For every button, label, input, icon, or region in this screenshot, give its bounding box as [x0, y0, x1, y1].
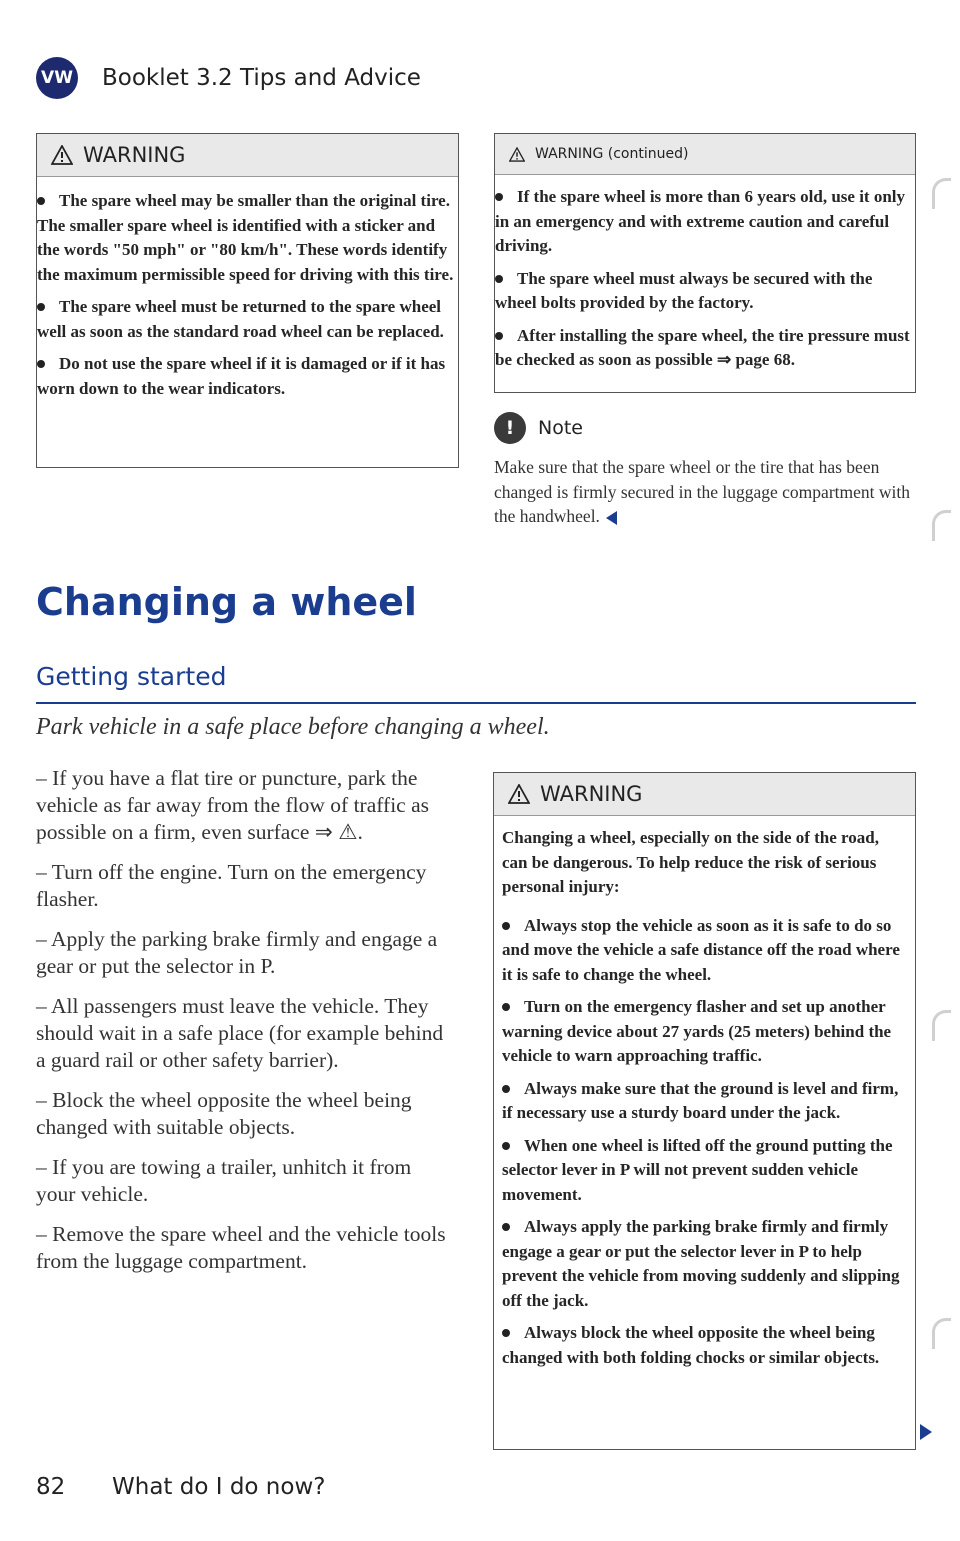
- bullet-icon: [495, 193, 503, 201]
- warning-item: Always make sure that the ground is level and firm, if necessary use a sturdy board under the jack.: [502, 1078, 899, 1122]
- warning-icon: [51, 145, 73, 165]
- warning-item: Always apply the parking brake firmly and firmly engage a gear or put the selector lever in P to help prevent the vehicle from moving suddenly and slipping off the jack.: [502, 1217, 900, 1310]
- note-text: Make sure that the spare wheel or the tire that has been changed is firmly secured in the luggage compartment with the handwheel.: [494, 457, 910, 526]
- bullet-icon: [502, 1223, 510, 1231]
- warning-item: The spare wheel must always be secured with the wheel bolts provided by the factory.: [495, 268, 873, 312]
- bullet-icon: [502, 1085, 510, 1093]
- bullet-icon: [495, 275, 503, 283]
- continued-arrow-icon: [920, 1424, 932, 1440]
- warning-list: [502, 914, 901, 1371]
- bullet-icon: [502, 922, 510, 930]
- step-item: – If you have a flat tire or puncture, park the vehicle as far away from the flow of traffic as possible on a firm, even surface ⇒ ⚠.: [36, 766, 429, 844]
- warning-item: Always block the wheel opposite the wheel being changed with both folding chocks or similar objects.: [502, 1323, 880, 1367]
- note-title: Note: [538, 417, 583, 439]
- warning-box-right: [493, 772, 916, 1450]
- margin-mark-icon: [932, 178, 951, 209]
- step-item: – Remove the spare wheel and the vehicle tools from the luggage compartment.: [36, 1222, 446, 1273]
- bullet-icon: [495, 332, 503, 340]
- warning-icon: [508, 784, 530, 804]
- step-item: – If you are towing a trailer, unhitch it from your vehicle.: [36, 1155, 412, 1206]
- warning-item: When one wheel is lifted off the ground putting the selector lever in P will not prevent sudden vehicle movement.: [502, 1135, 893, 1204]
- bullet-icon: [502, 1329, 510, 1337]
- warning-box-left: [36, 133, 459, 468]
- warning-item: If the spare wheel is more than 6 years old, use it only in an emergency and with extreme caution and careful driving.: [495, 187, 906, 255]
- warning-item: Do not use the spare wheel if it is damaged or if it has worn down to the wear indicators.: [37, 354, 446, 398]
- warning-header: [37, 134, 458, 177]
- subsection-divider: [36, 702, 916, 704]
- bullet-icon: [502, 1003, 510, 1011]
- warning-body: [494, 816, 915, 1380]
- bullet-icon: [37, 303, 45, 311]
- warning-item: The spare wheel must be returned to the spare wheel well as soon as the standard road wheel can be replaced.: [37, 297, 444, 341]
- warning-item: After installing the spare wheel, the tire pressure must be checked as soon as possible ⇒ page 68.: [495, 325, 910, 369]
- warning-intro: Changing a wheel, especially on the side of the road, can be dangerous. To help reduce the risk of serious personal injury:: [502, 828, 880, 896]
- warning-title: WARNING: [540, 782, 643, 806]
- warning-header: [494, 773, 915, 816]
- margin-mark-icon: [932, 1010, 951, 1041]
- step-item: – Apply the parking brake firmly and engage a gear or put the selector in P.: [36, 927, 438, 978]
- bullet-icon: [502, 1142, 510, 1150]
- margin-mark-icon: [932, 1318, 951, 1349]
- warning-box-continued: [494, 133, 916, 393]
- step-item: – Turn off the engine. Turn on the emergency flasher.: [36, 860, 427, 911]
- page-header: [36, 56, 421, 100]
- note-info-icon: !: [494, 412, 526, 444]
- step-item: – All passengers must leave the vehicle. They should wait in a safe place (for example behind a guard rail or other safety barrier).: [36, 994, 444, 1072]
- subsection-title: Getting started: [36, 662, 227, 691]
- warning-continued-list: [495, 175, 915, 373]
- footer-section-label: What do I do now?: [112, 1474, 326, 1500]
- steps-list: [36, 765, 456, 1288]
- warning-title: WARNING: [83, 143, 186, 167]
- page-number: 82: [36, 1474, 66, 1500]
- vw-logo: VW: [36, 57, 78, 99]
- booklet-title: Booklet 3.2 Tips and Advice: [102, 65, 421, 91]
- section-end-icon: [606, 511, 617, 525]
- warning-continued-header: [495, 134, 915, 175]
- warning-item: The spare wheel may be smaller than the original tire. The smaller spare wheel is identified with a sticker and the words "50 mph" or "80 km/h". These words identify the maximum permissible speed for driving with this tire.: [37, 191, 454, 284]
- margin-mark-icon: [932, 510, 951, 541]
- bullet-icon: [37, 360, 45, 368]
- section-title: Changing a wheel: [36, 580, 417, 624]
- warning-item: Always stop the vehicle as soon as it is safe to do so and move the vehicle a safe distance off the road where it is safe to change the wheel.: [502, 915, 900, 984]
- warning-item: Turn on the emergency flasher and set up another warning device about 27 yards (25 meters) behind the vehicle to warn approaching traffic.: [502, 997, 892, 1065]
- bullet-icon: [37, 197, 45, 205]
- warning-icon: [509, 147, 525, 162]
- step-item: – Block the wheel opposite the wheel being changed with suitable objects.: [36, 1088, 412, 1139]
- warning-continued-title: WARNING (continued): [535, 146, 689, 162]
- warning-list: [37, 177, 458, 401]
- section-intro: Park vehicle in a safe place before changing a wheel.: [36, 714, 550, 740]
- note-header: [494, 412, 583, 444]
